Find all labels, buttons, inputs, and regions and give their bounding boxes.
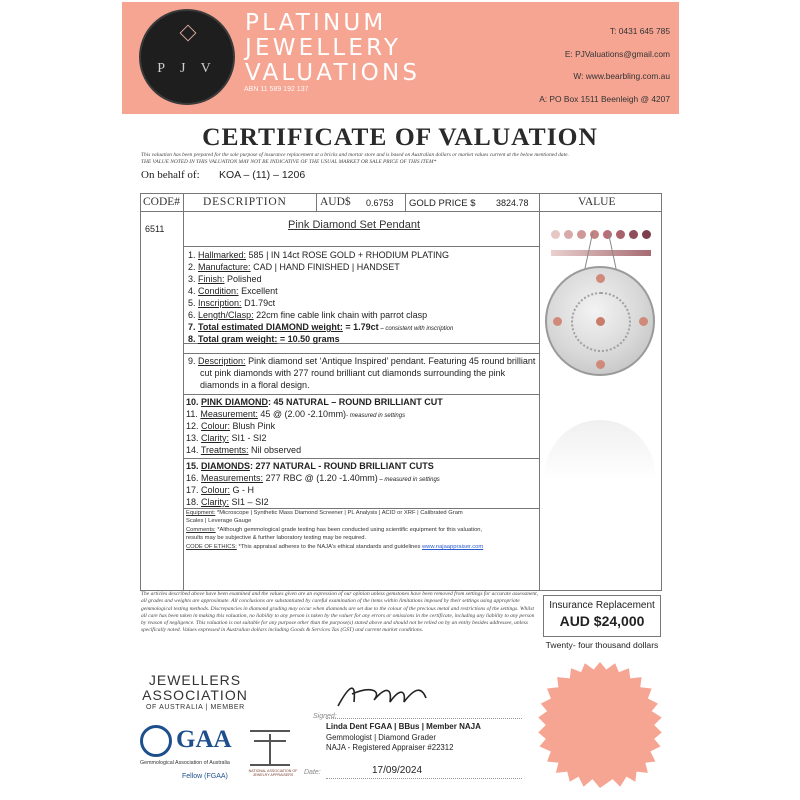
gem-swatch: [616, 230, 625, 239]
item-row-15: 15. DIAMONDS: 277 NATURAL - ROUND BRILLIANT CUTS: [186, 461, 434, 471]
item-row-2: 2. Manufacture: CAD | HAND FINISHED | HANDSET: [188, 262, 400, 272]
item-row-12: 12. Colour: Blush Pink: [186, 421, 276, 431]
filigree-ring: [571, 292, 631, 352]
gem-swatch: [564, 230, 573, 239]
gem-swatch: [629, 230, 638, 239]
item-row-7: 7. Total estimated DIAMOND weight: = 1.79ct – consistent with inscription: [188, 322, 454, 332]
insurance-label: Insurance Replacement: [549, 600, 655, 611]
row-line: [183, 508, 539, 509]
row-line: [183, 353, 539, 354]
header-aud: AUD$: [320, 196, 351, 208]
gaa-logo-text: GAA: [176, 726, 232, 753]
header-gold-price: GOLD PRICE $: [409, 198, 476, 209]
gem-swatch: [551, 230, 560, 239]
item-row-9-line-2: cut pink diamonds with 277 round brilliant cut diamonds surrounding the pink: [200, 368, 506, 378]
contact-address: A: PO Box 1511 Beenleigh @ 4207: [539, 94, 670, 104]
item-row-6: 6. Length/Clasp: 22cm fine cable link chain with parrot clasp: [188, 310, 428, 320]
pink-diamond: [596, 274, 605, 283]
item-row-4: 4. Condition: Excellent: [188, 286, 278, 296]
contact-phone: T: 0431 645 785: [609, 26, 670, 36]
brand-line-2: JEWELLERY: [245, 35, 402, 61]
item-row-1: 1. Hallmarked: 585 | IN 14ct ROSE GOLD + RHODIUM PLATING: [188, 250, 450, 260]
logo-letters: P J V: [157, 61, 217, 76]
item-row-13: 13. Clarity: SI1 - SI2: [186, 433, 267, 443]
disclaimer-line-2: THE VALUE NOTED IN THIS VALUATION MAY NOT BE INDICATIVE OF THE USUAL MARKET OR SALE PRICE OF THIS ITEM*: [141, 159, 437, 165]
scales-beam: [254, 740, 286, 742]
row-line: [183, 246, 539, 247]
gem-swatch: [642, 230, 651, 239]
item-title: Pink Diamond Set Pendant: [288, 219, 421, 231]
contact-web: W: www.bearbling.com.au: [573, 71, 670, 81]
item-row-11: 11. Measurement: 45 @ (2.00 -2.10mm)- measured in settings: [186, 409, 406, 419]
naja-link[interactable]: www.najaappraiser.com: [422, 544, 484, 550]
date-label: Date:: [304, 769, 321, 776]
pink-diamond: [553, 317, 562, 326]
item-row-14: 14. Treatments: Nil observed: [186, 445, 302, 455]
pink-diamond: [596, 360, 605, 369]
ethics-note: CODE OF ETHICS: *This appraisal adheres to the NAJA's ethical standards and guidelines www.najaappraiser.com: [186, 544, 484, 550]
naja-label: NATIONAL ASSOCIATION OF JEWELRY APPRAISERS: [248, 769, 298, 777]
signed-label: Signed:: [313, 713, 337, 720]
seal-stamp: [537, 662, 663, 788]
brand-line-3: VALUATIONS: [245, 60, 421, 86]
col-divider-value: [539, 193, 540, 591]
on-behalf-label: On behalf of:: [141, 169, 200, 181]
signature-line: [326, 718, 522, 719]
ja-logo-line-1: JEWELLERS: [148, 672, 242, 688]
item-row-3: 3. Finish: Polished: [188, 274, 262, 284]
row-line: [183, 458, 539, 459]
diamond-icon: [180, 25, 197, 42]
pendant-image: [545, 266, 655, 376]
item-code: 6511: [145, 224, 165, 234]
gold-price: 3824.78: [496, 198, 529, 208]
item-row-18: 18. Clarity: SI1 – SI2: [186, 497, 269, 507]
table-header-divider: [140, 211, 662, 212]
legal-disclaimer: The articles described above have been examined and the values given are an expression of our opinion unless gemstones have been removed from settings for accurate assessment, all grades and weights are approximate. All conclusions are substantiated by careful examination of the items within limitations imposed by their settings using appropriate gemmological testing methods. Discrepancies in diamond grading may occur when diamonds are set due to the colour of the precious metal and restrictions of the settings. Whilst all care has been taken in making this valuation, no liability to any person is taken by the valuer for any errors or omissions in the certificate, including any liability to any person by reason of negligence. This valuation is not suitable for any purpose other than the purpose(s) stated above and should not be relied on by an entity besides addressee, unless specifically noted. Values expressed in Australian dollars including Goods & Services Tax (GST) and current market conditions.: [141, 591, 539, 634]
gaa-emblem-icon: [140, 725, 172, 757]
gem-swatch-row: [551, 250, 651, 256]
on-behalf-value: KOA – (11) – 1206: [219, 169, 306, 181]
item-row-16: 16. Measurements: 277 RBC @ (1.20 -1.40mm) – measured in settings: [186, 473, 440, 483]
handwritten-signature: [330, 680, 440, 712]
scales-post: [269, 734, 271, 764]
comments-note: Comments: *Although gemmological grade testing has been conducted using scientific equipment for this valuation,: [186, 527, 483, 533]
insurance-amount-words: Twenty- four thousand dollars: [545, 640, 659, 650]
certificate-title: CERTIFICATE OF VALUATION: [202, 122, 598, 151]
header-value: VALUE: [578, 196, 616, 208]
gaa-fellow: Fellow (FGAA): [182, 773, 228, 780]
item-row-5: 5. Inscription: D1.79ct: [188, 298, 276, 308]
equipment-note-line-2: Scales | Leverage Gauge: [186, 518, 252, 524]
header-code: CODE#: [143, 196, 181, 208]
aud-rate: 0.6753: [366, 198, 394, 208]
item-row-8: 8. Total gram weight: = 10.50 grams: [188, 334, 340, 344]
gaa-subtitle: Gemmological Association of Australia: [140, 760, 230, 766]
certificate-date: 17/09/2024: [372, 765, 423, 776]
pjv-logo: [139, 9, 235, 105]
comments-note-line-2: results may be subjective & further laboratory testing may be required.: [186, 535, 367, 541]
signatory-role: Gemmologist | Diamond Grader: [326, 733, 436, 742]
colour-grade-chart: [545, 222, 655, 262]
equipment-note: Equipment: *Microscope | Synthetic Mass Diamond Screener | PL Analysis | ACID or XRF | Calibrated Gram: [186, 510, 463, 516]
gem-swatch: [577, 230, 586, 239]
date-line: [326, 778, 522, 779]
item-row-17: 17. Colour: G - H: [186, 485, 255, 495]
naja-scales-icon: [250, 730, 290, 766]
signatory-registration: NAJA - Registered Appraiser #22312: [326, 743, 454, 752]
signature-stroke: [338, 688, 426, 706]
contact-email: E: PJValuations@gmail.com: [564, 49, 670, 59]
item-row-9-line-3: diamonds in a floral design.: [200, 380, 310, 390]
abn-number: ABN 11 589 192 137: [244, 86, 309, 93]
insurance-amount: AUD $24,000: [559, 613, 645, 629]
pink-diamond: [639, 317, 648, 326]
num-column-line: [183, 246, 184, 508]
ja-logo-line-3: OF AUSTRALIA | MEMBER: [146, 704, 245, 711]
item-row-9: 9. Description: Pink diamond set ‘Antique Inspired’ pendant. Featuring 45 round brilliant: [188, 356, 536, 366]
item-row-10: 10. PINK DIAMOND: 45 NATURAL – ROUND BRILLIANT CUT: [186, 397, 443, 407]
col-divider-desc: [316, 193, 317, 211]
signatory-name: Linda Dent FGAA | BBus | Member NAJA: [326, 722, 481, 731]
col-divider-aud: [405, 193, 406, 211]
disclaimer-line-1: This valuation has been prepared for the sole purpose of insurance replacement at a bricks and mortar store and is based on Australian dollars or market values current at the below mentioned date.: [141, 152, 569, 158]
header-description: DESCRIPTION: [203, 196, 287, 208]
row-line: [183, 394, 539, 395]
brand-line-1: PLATINUM: [245, 10, 387, 36]
ja-logo-line-2: ASSOCIATION: [142, 687, 248, 703]
